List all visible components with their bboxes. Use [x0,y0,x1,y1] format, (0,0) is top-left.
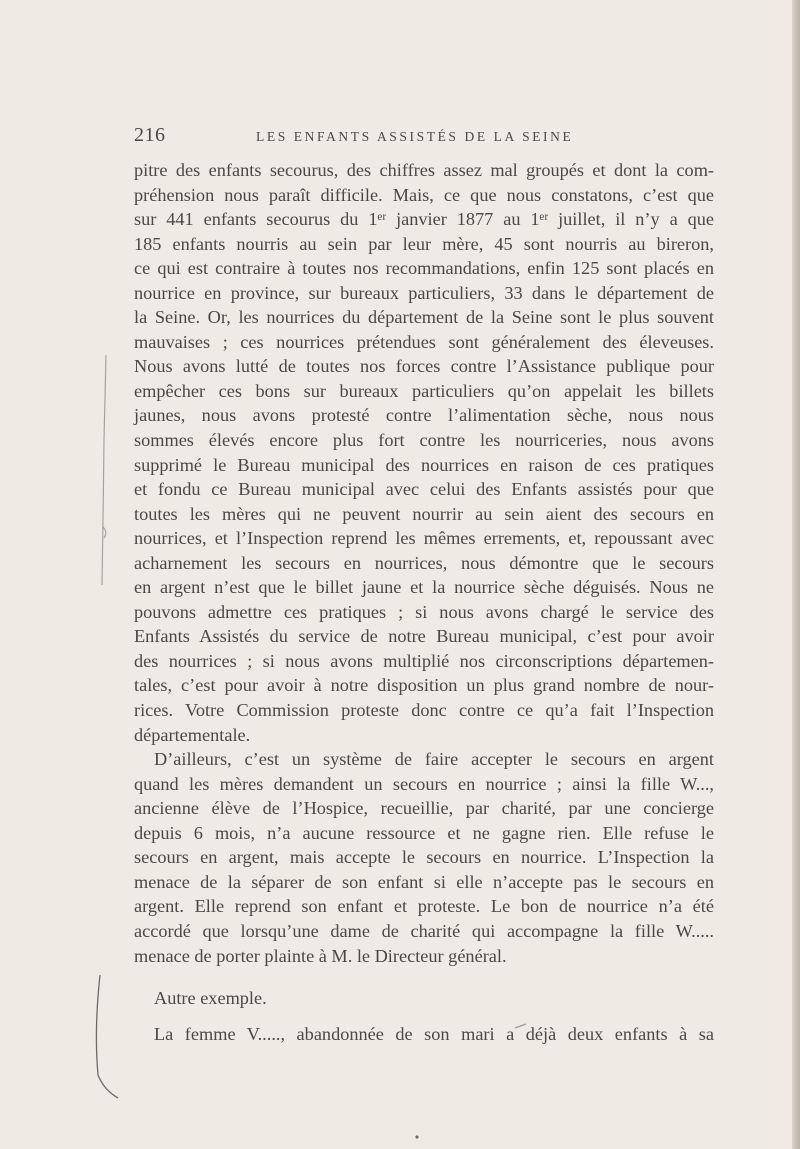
text-line: La femme V....., abandonnée de son mari a déjà deux enfants à sa [154,1023,714,1044]
text-line: accordé que lorsqu’une dame de charité qui accompagne la fille W..... [134,920,714,941]
text-line: et fondu ce Bureau municipal avec celui des Enfants assistés pour que [134,479,714,500]
text-line: mauvaises ; ces nourrices prétendues sont généralement des éleveuses. [134,331,714,352]
text-line: départementale. [134,724,251,745]
text-line: pitre des enfants secourus, des chiffres assez mal groupés et dont la com- [134,160,714,180]
text-line: D’ailleurs, c’est un système de faire accepter le secours en argent [154,749,714,770]
text-line: préhension nous paraît difficile. Mais, ce que nous constatons, c’est que [134,184,714,205]
text-line: menace de porter plainte à M. le Directeur général. [134,945,507,966]
text-line: nourrices, et l’Inspection reprend les mêmes errements, et, repoussant avec [134,528,714,549]
text-line: 185 enfants nourris au sein par leur mère, 45 sont nourris au bireron, [134,233,714,254]
text-line: en argent n’est que le billet jaune et la nourrice sèche déguisés. Nous ne [134,577,714,598]
text-line: argent. Elle reprend son enfant et proteste. Le bon de nourrice n’a été [134,896,714,917]
page-number: 216 [134,124,166,146]
running-head: LES ENFANTS ASSISTÉS DE LA SEINE [256,129,574,144]
text-line: nourrice en province, sur bureaux particuliers, 33 dans le département de [134,282,714,303]
text-line: Enfants Assistés du service de notre Bureau municipal, c’est pour avoir [134,626,714,647]
text-line: jaunes, nous avons protesté contre l’alimentation sèche, nous nous [134,405,714,426]
text-line: ce qui est contraire à toutes nos recommandations, enfin 125 sont placés en [134,258,714,279]
text-line: menace de la séparer de son enfant si elle n’accepte pas le secours en [134,871,714,892]
text-line: Autre exemple. [154,988,267,1009]
text-line: sommes élevés encore plus fort contre les nourriceries, nous avons [134,430,714,451]
text-line: tales, c’est pour avoir à notre disposition un plus grand nombre de nour- [134,675,714,696]
text-line: depuis 6 mois, n’a aucune ressource et ne gagne rien. Elle refuse le [134,822,714,843]
text-line: ancienne élève de l’Hospice, recueillie, par charité, par une concierge [134,798,714,819]
text-line: toutes les mères qui ne peuvent nourrir au sein aient des secours en [134,503,714,524]
text-line: acharnement les secours en nourrices, nous démontre que le secours [134,552,714,573]
text-line: rices. Votre Commission proteste donc contre ce qu’a fait l’Inspection [134,700,714,721]
text-line: des nourrices ; si nous avons multiplié nos circonscriptions départemen- [134,650,714,671]
text-line: empêcher ces bons sur bureaux particuliers qu’on appelait les billets [134,380,714,401]
text-line: la Seine. Or, les nourrices du département de la Seine sont le plus souvent [134,307,714,328]
text-line: quand les mères demandent un secours en nourrice ; ainsi la fille W..., [134,773,714,794]
text-line: supprimé le Bureau municipal des nourrices en raison de ces pratiques [134,454,714,475]
text-line: secours en argent, mais accepte le secours en nourrice. L’Inspection la [134,847,714,868]
text-line: sur 441 enfants secourus du 1ᵉʳ janvier 1877 au 1ᵉʳ juillet, il n’y a que [134,209,714,230]
text-line: pouvons admettre ces pratiques ; si nous avons chargé le service des [134,601,714,622]
text-line: Nous avons lutté de toutes nos forces contre l’Assistance publique pour [134,356,714,377]
